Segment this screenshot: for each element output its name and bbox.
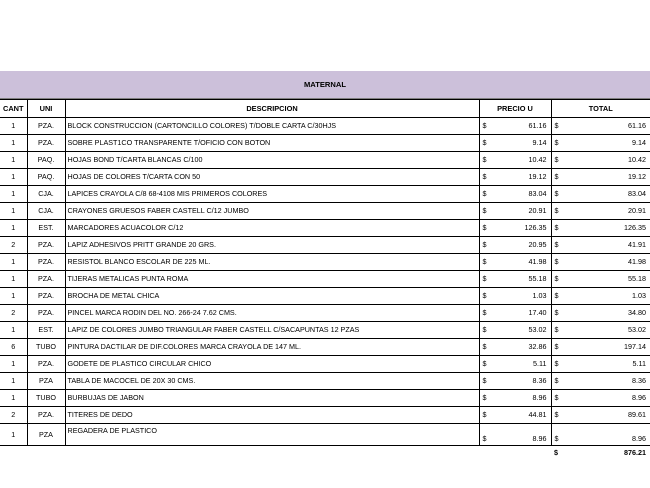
cell-descripcion: BROCHA DE METAL CHICA [65, 288, 479, 305]
cell-uni: EST. [27, 322, 65, 339]
precio-value: 1.03 [532, 291, 547, 300]
currency-sign: $ [554, 138, 559, 147]
cell-total [551, 356, 650, 373]
cell-descripcion: HOJAS BOND T/CARTA BLANCAS C/100 [65, 152, 479, 169]
total-value: 9.14 [632, 138, 646, 147]
currency-sign: $ [554, 448, 558, 457]
price-table [0, 99, 650, 460]
currency-sign: $ [554, 274, 559, 283]
table-row [0, 186, 650, 203]
cell-descripcion: BLOCK CONSTRUCCION (CARTONCILLO COLORES) T/DOBLE CARTA C/30HJS [65, 118, 479, 135]
currency-sign: $ [482, 274, 487, 283]
cell-uni: PZA. [27, 237, 65, 254]
cell-precio [479, 203, 551, 220]
table-row [0, 305, 650, 322]
cell-cant: 1 [0, 186, 27, 203]
cell-total [551, 135, 650, 152]
cell-descripcion: LAPIZ DE COLORES JUMBO TRIANGULAR FABER CASTELL C/SACAPUNTAS 12 PZAS [65, 322, 479, 339]
cell-descripcion: PINCEL MARCA RODIN DEL NO. 266-24 7.62 CMS. [65, 305, 479, 322]
currency-sign: $ [554, 291, 559, 300]
total-value: 8.96 [632, 393, 646, 402]
cell-total [551, 339, 650, 356]
cell-cant: 2 [0, 407, 27, 424]
currency-sign: $ [482, 121, 487, 130]
grand-total-row [0, 446, 650, 461]
cell-descripcion: LAPIZ ADHESIVOS PRITT GRANDE 20 GRS. [65, 237, 479, 254]
cell-precio [479, 322, 551, 339]
currency-sign: $ [554, 393, 559, 402]
currency-sign: $ [482, 393, 487, 402]
table-row [0, 390, 650, 407]
cell-precio [479, 118, 551, 135]
cell-cant: 1 [0, 135, 27, 152]
table-row [0, 407, 650, 424]
currency-sign: $ [482, 257, 487, 266]
cell-uni: PZA [27, 373, 65, 390]
currency-sign: $ [554, 376, 559, 385]
cell-total [551, 254, 650, 271]
cell-cant: 1 [0, 118, 27, 135]
currency-sign: $ [482, 138, 487, 147]
table-row [0, 271, 650, 288]
currency-sign: $ [554, 223, 559, 232]
cell-precio [479, 169, 551, 186]
cell-precio [479, 186, 551, 203]
cell-cant: 1 [0, 203, 27, 220]
cell-total [551, 271, 650, 288]
header-uni: UNI [27, 100, 65, 118]
cell-total [551, 237, 650, 254]
cell-precio [479, 152, 551, 169]
total-value: 53.02 [628, 325, 646, 334]
precio-value: 20.91 [528, 206, 547, 215]
precio-value: 55.18 [528, 274, 547, 283]
currency-sign: $ [554, 206, 559, 215]
cell-cant: 1 [0, 169, 27, 186]
cell-descripcion: BURBUJAS DE JABON [65, 390, 479, 407]
currency-sign: $ [482, 240, 487, 249]
cell-cant: 1 [0, 271, 27, 288]
cell-precio [479, 356, 551, 373]
currency-sign: $ [554, 155, 559, 164]
precio-value: 9.14 [532, 138, 547, 147]
cell-descripcion: SOBRE PLAST1CO TRANSPARENTE T/OFICIO CON BOTON [65, 135, 479, 152]
total-value: 8.96 [632, 434, 646, 443]
cell-precio [479, 288, 551, 305]
cell-total [551, 203, 650, 220]
cell-total [551, 288, 650, 305]
cell-precio [479, 390, 551, 407]
cell-cant: 1 [0, 288, 27, 305]
table-row [0, 356, 650, 373]
currency-sign: $ [482, 342, 487, 351]
total-value: 8.36 [632, 376, 646, 385]
cell-precio [479, 254, 551, 271]
cell-uni: PZA [27, 424, 65, 446]
cell-descripcion: REGADERA DE PLASTICO [65, 424, 479, 446]
currency-sign: $ [554, 308, 559, 317]
cell-total [551, 186, 650, 203]
precio-value: 8.96 [532, 434, 547, 443]
cell-precio [479, 339, 551, 356]
currency-sign: $ [554, 189, 559, 198]
table-row [0, 203, 650, 220]
cell-total [551, 407, 650, 424]
cell-cant: 1 [0, 356, 27, 373]
cell-uni: PAQ. [27, 152, 65, 169]
currency-sign: $ [482, 206, 487, 215]
cell-precio [479, 271, 551, 288]
precio-value: 17.40 [528, 308, 547, 317]
table-row [0, 339, 650, 356]
currency-sign: $ [554, 257, 559, 266]
section-title: MATERNAL [303, 80, 347, 89]
cell-total [551, 152, 650, 169]
cell-total [551, 305, 650, 322]
currency-sign: $ [482, 434, 487, 443]
cell-precio [479, 220, 551, 237]
cell-total [551, 322, 650, 339]
currency-sign: $ [482, 325, 487, 334]
precio-value: 126.35 [524, 223, 547, 232]
table-row [0, 254, 650, 271]
total-value: 126.35 [624, 223, 646, 232]
total-value: 1.03 [632, 291, 646, 300]
currency-sign: $ [554, 172, 559, 181]
cell-uni: TUBO [27, 390, 65, 407]
precio-value: 8.96 [532, 393, 547, 402]
cell-uni: PZA. [27, 135, 65, 152]
section-banner [0, 71, 650, 99]
cell-uni: CJA. [27, 203, 65, 220]
table-row [0, 288, 650, 305]
table-row [0, 220, 650, 237]
total-value: 20.91 [628, 206, 646, 215]
grand-total-value: 876.21 [624, 448, 646, 457]
currency-sign: $ [482, 308, 487, 317]
table-row [0, 424, 650, 446]
cell-descripcion: TITERES DE DEDO [65, 407, 479, 424]
cell-descripcion: MARCADORES ACUACOLOR C/12 [65, 220, 479, 237]
table-row [0, 373, 650, 390]
currency-sign: $ [482, 223, 487, 232]
total-value: 89.61 [628, 410, 646, 419]
total-value: 41.98 [628, 257, 646, 266]
table-row [0, 169, 650, 186]
cell-uni: PAQ. [27, 169, 65, 186]
total-value: 197.14 [624, 342, 646, 351]
cell-total [551, 373, 650, 390]
currency-sign: $ [554, 410, 559, 419]
total-value: 19.12 [628, 172, 646, 181]
total-value: 55.18 [628, 274, 646, 283]
cell-descripcion: TIJERAS METALICAS PUNTA ROMA [65, 271, 479, 288]
cell-cant: 1 [0, 254, 27, 271]
cell-cant: 1 [0, 424, 27, 446]
grand-total-cell [551, 446, 650, 461]
precio-value: 19.12 [528, 172, 547, 181]
cell-uni: PZA. [27, 288, 65, 305]
cell-uni: EST. [27, 220, 65, 237]
cell-uni: PZA. [27, 407, 65, 424]
cell-total [551, 169, 650, 186]
cell-descripcion: HOJAS DE COLORES T/CARTA CON 50 [65, 169, 479, 186]
cell-cant: 1 [0, 373, 27, 390]
precio-value: 83.04 [528, 189, 547, 198]
currency-sign: $ [482, 359, 487, 368]
currency-sign: $ [482, 189, 487, 198]
table-row [0, 152, 650, 169]
precio-value: 10.42 [528, 155, 547, 164]
table-row [0, 118, 650, 135]
cell-uni: PZA. [27, 271, 65, 288]
precio-value: 53.02 [528, 325, 547, 334]
cell-uni: PZA. [27, 356, 65, 373]
cell-total [551, 220, 650, 237]
total-value: 5.11 [632, 359, 646, 368]
spreadsheet [0, 71, 650, 460]
cell-cant: 1 [0, 152, 27, 169]
total-value: 41.91 [628, 240, 646, 249]
total-value: 83.04 [628, 189, 646, 198]
cell-total [551, 118, 650, 135]
cell-precio [479, 424, 551, 446]
cell-uni: PZA. [27, 305, 65, 322]
currency-sign: $ [554, 325, 559, 334]
cell-precio [479, 237, 551, 254]
header-row [0, 100, 650, 118]
total-value: 10.42 [628, 155, 646, 164]
total-value: 34.80 [628, 308, 646, 317]
currency-sign: $ [554, 359, 559, 368]
cell-cant: 1 [0, 220, 27, 237]
cell-descripcion: RESISTOL BLANCO ESCOLAR DE 225 ML. [65, 254, 479, 271]
cell-total [551, 424, 650, 446]
cell-cant: 1 [0, 390, 27, 407]
cell-total [551, 390, 650, 407]
currency-sign: $ [482, 410, 487, 419]
header-precio: PRECIO U [479, 100, 551, 118]
precio-value: 5.11 [533, 359, 547, 368]
currency-sign: $ [554, 121, 559, 130]
cell-descripcion: PINTURA DACTILAR DE DIF.COLORES MARCA CRAYOLA DE 147 ML. [65, 339, 479, 356]
cell-cant: 2 [0, 305, 27, 322]
table-row [0, 322, 650, 339]
header-descripcion: DESCRIPCION [65, 100, 479, 118]
cell-descripcion: LAPICES CRAYOLA C/8 68-4108 MIS PRIMEROS COLORES [65, 186, 479, 203]
cell-precio [479, 305, 551, 322]
currency-sign: $ [482, 291, 487, 300]
cell-uni: PZA. [27, 118, 65, 135]
cell-precio [479, 373, 551, 390]
header-cant: CANT [0, 100, 27, 118]
currency-sign: $ [554, 434, 559, 443]
cell-descripcion: TABLA DE MACOCEL DE 20X 30 CMS. [65, 373, 479, 390]
currency-sign: $ [482, 376, 487, 385]
currency-sign: $ [482, 172, 487, 181]
table-row [0, 237, 650, 254]
cell-cant: 1 [0, 322, 27, 339]
cell-uni: PZA. [27, 254, 65, 271]
table-body [0, 118, 650, 461]
precio-value: 32.86 [528, 342, 547, 351]
cell-precio [479, 135, 551, 152]
cell-descripcion: GODETE DE PLASTICO CIRCULAR CHICO [65, 356, 479, 373]
cell-uni: CJA. [27, 186, 65, 203]
cell-descripcion: CRAYONES GRUESOS FABER CASTELL C/12 JUMBO [65, 203, 479, 220]
cell-cant: 2 [0, 237, 27, 254]
currency-sign: $ [482, 155, 487, 164]
precio-value: 41.98 [528, 257, 547, 266]
precio-value: 20.95 [528, 240, 547, 249]
cell-uni: TUBO [27, 339, 65, 356]
table-row [0, 135, 650, 152]
cell-precio [479, 407, 551, 424]
total-value: 61.16 [628, 121, 646, 130]
currency-sign: $ [554, 240, 559, 249]
currency-sign: $ [554, 342, 559, 351]
precio-value: 8.36 [532, 376, 547, 385]
precio-value: 44.81 [528, 410, 547, 419]
cell-cant: 6 [0, 339, 27, 356]
precio-value: 61.16 [528, 121, 547, 130]
header-total: TOTAL [551, 100, 650, 118]
